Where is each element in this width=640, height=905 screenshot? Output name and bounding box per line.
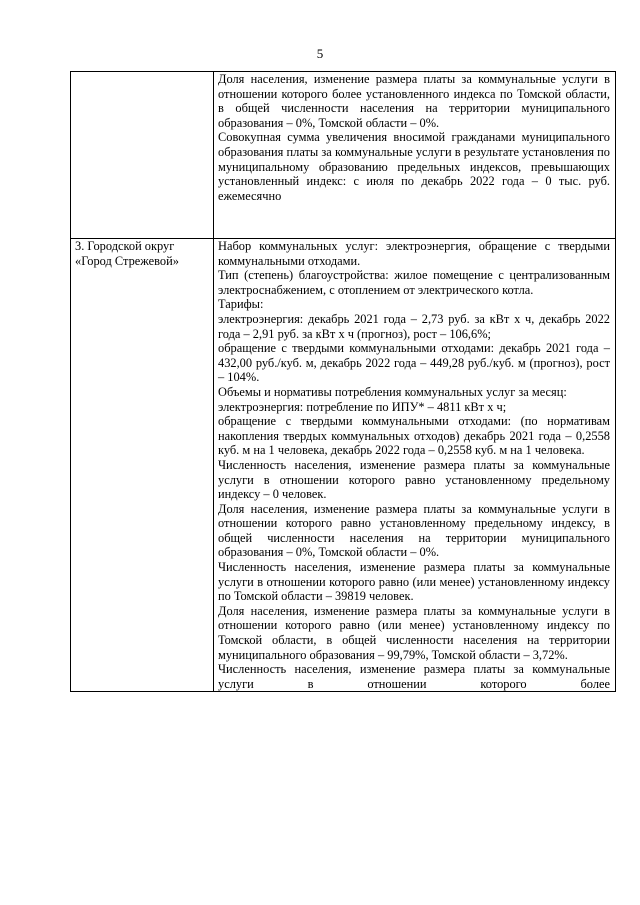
district-cell bbox=[71, 239, 214, 692]
details-cell bbox=[214, 239, 616, 692]
district-cell bbox=[71, 72, 214, 239]
table-row bbox=[71, 239, 616, 692]
paragraph: Объемы и нормативы потребления коммунальных услуг за месяц: bbox=[218, 384, 567, 399]
paragraph: обращение с твердыми коммунальными отходами: декабрь 2021 года – 432,00 руб./куб. м, декабрь 2022 года – 449,28 руб./куб. м (прогноз), рост – 104%. bbox=[218, 341, 610, 385]
page-number: 5 bbox=[316, 46, 324, 61]
paragraph: Численность населения, изменение размера платы за коммунальные услуги в отношении которого более bbox=[218, 662, 610, 691]
details-cell bbox=[214, 72, 616, 239]
district-name: «Город Стрежевой» bbox=[75, 253, 179, 268]
paragraph: Набор коммунальных услуг: электроэнергия, обращение с твердыми коммунальными отходами. bbox=[218, 239, 610, 268]
paragraph: Доля населения, изменение размера платы за коммунальные услуги в отношении которого равно (или менее) установленному индексу по Томской области, в общей численности населения на территории муниципального образования – 99,79%, Томской области – 3,72%. bbox=[218, 603, 610, 662]
paragraph: электроэнергия: потребление по ИПУ* – 4811 кВт х ч; bbox=[218, 399, 507, 414]
paragraph: Тип (степень) благоустройства: жилое помещение с централизованным электроснабжением, с отоплением от электрического котла. bbox=[218, 268, 610, 297]
district-number: 3. Городской округ bbox=[75, 239, 175, 253]
paragraph: Численность населения, изменение размера платы за коммунальные услуги в отношении которого равно установленному предельному индексу – 0 человек. bbox=[218, 457, 610, 502]
paragraph: электроэнергия: декабрь 2021 года – 2,73 руб. за кВт х ч, декабрь 2022 года – 2,91 руб. за кВт х ч (прогноз), рост – 106,6%; bbox=[218, 311, 610, 341]
table-row bbox=[71, 72, 616, 239]
paragraph: Численность населения, изменение размера платы за коммунальные услуги в отношении которого равно (или менее) установленному индексу по Томской области – 39819 человек. bbox=[218, 560, 610, 604]
paragraph: Доля населения, изменение размера платы за коммунальные услуги в отношении которого равно установленному предельному индексу, в общей численности населения на территории муниципального образования – 0%, Томской области – 0%. bbox=[218, 501, 610, 560]
municipal-index-table bbox=[70, 71, 616, 692]
paragraph: обращение с твердыми коммунальными отходами: (по нормативам накопления твердых коммунальных отходов) декабрь 2021 года – 0,2558 куб. м на 1 человека, декабрь 2022 года – 0,2558 куб. м на 1 человека. bbox=[218, 414, 610, 458]
paragraph: Тарифы: bbox=[218, 297, 264, 312]
paragraph: Совокупная сумма увеличения вносимой гражданами муниципального образования платы за коммунальные услуги в результате установления по муниципальному образованию предельных индексов, превышающих установленный индекс: с июля по декабрь 2022 года – 0 тыс. руб. ежемесячно bbox=[218, 130, 610, 203]
paragraph: Доля населения, изменение размера платы за коммунальные услуги в отношении которого более установленного индекса по Томской области, в общей численности населения на территории муниципального образования – 0%, Томской области – 0%. bbox=[218, 72, 610, 130]
